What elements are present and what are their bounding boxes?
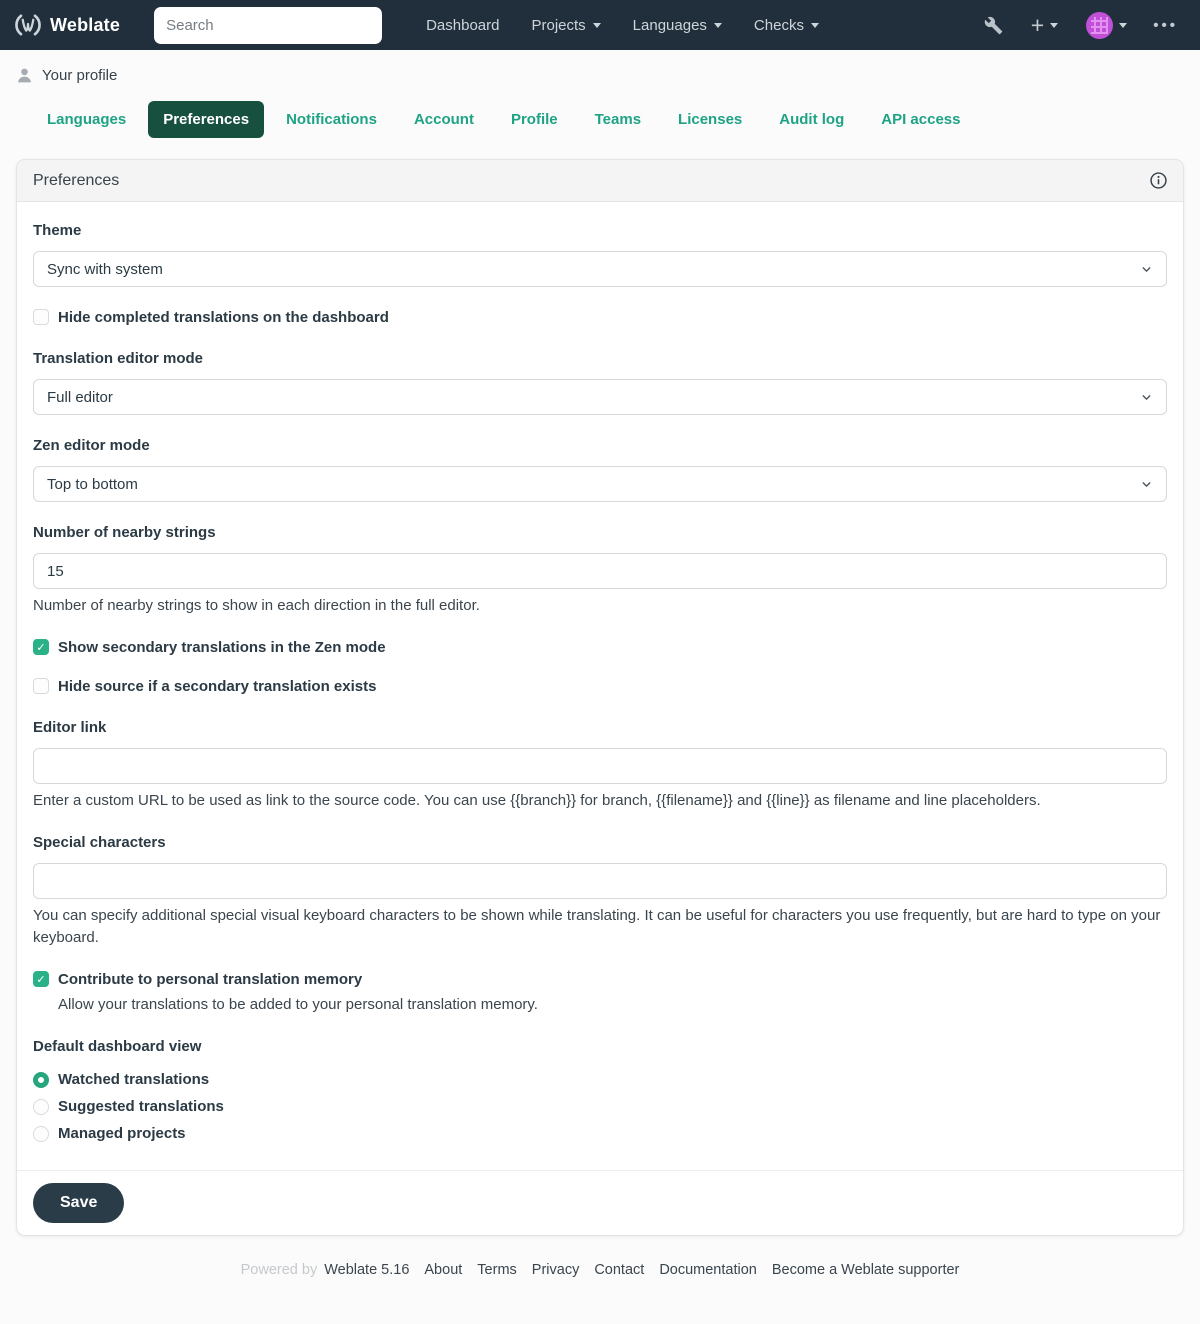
special-characters-input[interactable] — [33, 863, 1167, 899]
dashboard-view-group — [33, 1036, 1167, 1144]
navbar-actions — [974, 6, 1186, 45]
contribute-tm-description: Allow your translations to be added to your personal translation memory. — [58, 996, 538, 1013]
hide-completed-checkbox-row[interactable] — [33, 307, 1167, 328]
editor-link-label: Editor link — [33, 719, 107, 736]
plus-icon: + — [1030, 12, 1045, 38]
top-navbar — [0, 0, 1200, 50]
theme-select[interactable] — [33, 251, 1167, 287]
footer-link-privacy[interactable]: Privacy — [531, 1262, 580, 1278]
nearby-strings-label: Number of nearby strings — [33, 524, 216, 541]
editor-mode-select-value: Full editor — [47, 388, 113, 406]
nav-item-label: Projects — [531, 16, 586, 34]
chevron-down-icon — [1140, 478, 1153, 491]
footer-link-about[interactable]: About — [424, 1262, 463, 1278]
chevron-down-icon — [1050, 23, 1058, 28]
hide-source-checkbox[interactable] — [33, 678, 49, 694]
panel-header — [17, 160, 1183, 202]
tab-audit-log[interactable]: Audit log — [779, 111, 845, 128]
breadcrumb — [16, 50, 1184, 87]
radio-suggested-translations-label: Suggested translations — [58, 1098, 224, 1115]
footer-link-documentation[interactable]: Documentation — [659, 1262, 757, 1278]
panel-body — [17, 202, 1183, 1170]
weblate-logo[interactable] — [14, 11, 120, 39]
tab-languages[interactable]: Languages — [47, 111, 127, 128]
nav-item-projects[interactable] — [515, 0, 616, 50]
nearby-strings-input[interactable] — [33, 553, 1167, 589]
editor-link-help: Enter a custom URL to be used as link to the source code. You can use {{branch}} for branch, {{filename}} and {{line}} as filename and line placeholders. — [33, 792, 1041, 809]
nav-item-label: Languages — [632, 16, 707, 34]
footer-link-contact[interactable]: Contact — [594, 1262, 645, 1278]
radio-suggested-translations[interactable] — [33, 1099, 49, 1115]
main-content — [0, 50, 1200, 1278]
nav-item-label: Dashboard — [426, 16, 500, 34]
hide-source-checkbox-row[interactable] — [33, 676, 1167, 697]
radio-suggested-translations-row[interactable] — [33, 1096, 1167, 1117]
radio-managed-projects-row[interactable] — [33, 1123, 1167, 1144]
contribute-tm-checkbox[interactable]: ✓ — [33, 971, 49, 987]
editor-mode-select[interactable] — [33, 379, 1167, 415]
chevron-down-icon — [593, 23, 601, 28]
preferences-panel — [16, 159, 1184, 1236]
search-input[interactable] — [154, 7, 382, 44]
contribute-tm-label: Contribute to personal translation memory — [58, 971, 363, 988]
page-footer — [16, 1262, 1184, 1278]
primary-nav — [410, 0, 835, 50]
radio-watched-translations-row[interactable] — [33, 1069, 1167, 1090]
show-secondary-checkbox[interactable]: ✓ — [33, 639, 49, 655]
theme-group — [33, 220, 1167, 287]
zen-mode-group — [33, 435, 1167, 502]
nav-item-label: Checks — [753, 16, 804, 34]
nav-item-languages[interactable] — [617, 0, 738, 50]
brand-name: Weblate — [50, 14, 121, 35]
radio-watched-translations-label: Watched translations — [58, 1071, 210, 1088]
info-icon[interactable] — [1150, 172, 1167, 189]
zen-mode-label: Zen editor mode — [33, 437, 150, 454]
chevron-down-icon — [714, 23, 722, 28]
zen-mode-select[interactable] — [33, 466, 1167, 502]
contribute-tm-checkbox-row[interactable] — [33, 969, 1167, 990]
weblate-logo-icon — [14, 11, 42, 39]
chevron-down-icon — [1119, 23, 1127, 28]
tab-profile[interactable]: Profile — [510, 111, 558, 128]
hide-source-label: Hide source if a secondary translation exists — [58, 678, 377, 695]
chevron-down-icon — [1140, 263, 1153, 276]
radio-managed-projects-label: Managed projects — [58, 1125, 186, 1142]
powered-by-text: Powered by — [240, 1262, 318, 1278]
tab-teams[interactable]: Teams — [594, 111, 642, 128]
special-characters-help: You can specify additional special visual keyboard characters to be shown while translating. It can be useful for characters you use frequently, but are hard to type on your keyboard. — [33, 907, 1161, 946]
panel-footer — [17, 1170, 1183, 1235]
zen-mode-select-value: Top to bottom — [47, 475, 138, 493]
editor-link-input[interactable] — [33, 748, 1167, 784]
wrench-icon — [984, 16, 1003, 35]
tab-account[interactable]: Account — [413, 111, 474, 128]
show-secondary-checkbox-row[interactable] — [33, 637, 1167, 658]
hide-completed-checkbox[interactable] — [33, 309, 49, 325]
tab-api-access[interactable]: API access — [881, 111, 961, 128]
radio-watched-translations[interactable] — [33, 1072, 49, 1088]
hide-completed-label: Hide completed translations on the dashboard — [58, 309, 389, 326]
chevron-down-icon — [1140, 391, 1153, 404]
theme-select-value: Sync with system — [47, 260, 163, 278]
editor-mode-label: Translation editor mode — [33, 350, 204, 367]
nearby-strings-group — [33, 522, 1167, 617]
footer-link-terms[interactable]: Terms — [477, 1262, 517, 1278]
breadcrumb-your-profile[interactable]: Your profile — [42, 66, 118, 84]
editor-mode-group — [33, 348, 1167, 415]
tab-licenses[interactable]: Licenses — [678, 111, 743, 128]
admin-wrench-button[interactable] — [974, 10, 1013, 41]
nav-item-dashboard[interactable] — [410, 0, 515, 50]
editor-link-group — [33, 717, 1167, 812]
nav-item-checks[interactable] — [738, 0, 835, 50]
dashboard-view-label: Default dashboard view — [33, 1038, 202, 1055]
save-button[interactable]: Save — [33, 1183, 124, 1223]
theme-label: Theme — [33, 222, 82, 239]
chevron-down-icon — [811, 23, 819, 28]
user-menu-button[interactable] — [1076, 6, 1137, 45]
footer-link-supporter[interactable]: Become a Weblate supporter — [771, 1262, 960, 1278]
tab-preferences[interactable]: Preferences — [148, 101, 264, 138]
add-menu-button[interactable] — [1021, 9, 1068, 41]
avatar — [1086, 12, 1113, 39]
radio-managed-projects[interactable] — [33, 1126, 49, 1142]
more-menu-button[interactable]: ••• — [1153, 16, 1178, 34]
tab-notifications[interactable]: Notifications — [286, 111, 377, 128]
special-characters-group — [33, 832, 1167, 949]
show-secondary-label: Show secondary translations in the Zen mode — [58, 639, 386, 656]
panel-title: Preferences — [33, 171, 120, 189]
nearby-strings-help: Number of nearby strings to show in each direction in the full editor. — [33, 597, 480, 614]
user-icon — [16, 67, 33, 84]
footer-link-weblate-version[interactable]: Weblate 5.16 — [324, 1262, 410, 1278]
profile-tabs — [16, 101, 1184, 138]
special-characters-label: Special characters — [33, 834, 166, 851]
